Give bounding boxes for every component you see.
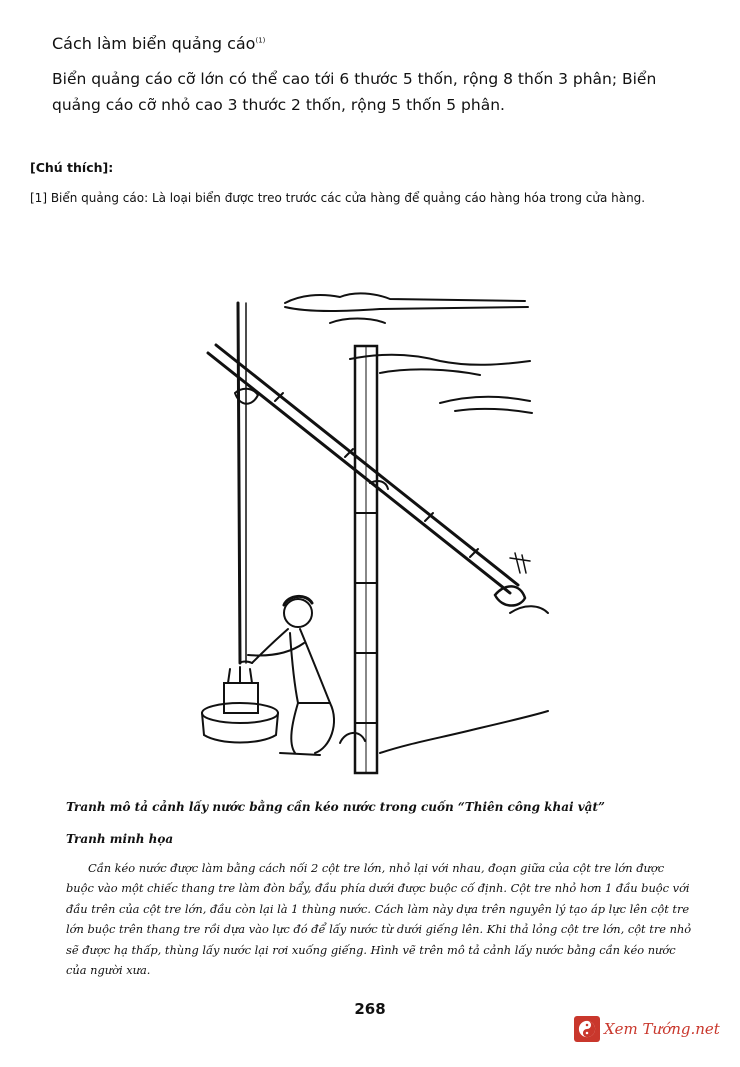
section-paragraph: Biển quảng cáo cỡ lớn có thể cao tới 6 thước 5 thốn, rộng 8 thốn 3 phân; Biển quảng cáo cỡ nhỏ cao 3 thước 2 thốn, rộng 5 thốn 5 phân. (52, 70, 657, 114)
explanation-text: Cần kéo nước được làm bằng cách nối 2 cột tre lớn, nhỏ lại với nhau, đoạn giữa của cột tre lớn được buộc vào một chiếc thang tre làm đòn bẩy, đầu phía dưới được buộc cố định. Cột tre nhỏ hơn 1 đầu buộc với đầu trên của cột tre lớn, đầu còn lại là 1 thùng nước. Cách làm này dựa trên nguyên lý tạo áp lực lên cột tre lớn buộc trên thang tre rồi dựa vào lực đó để lấy nước từ dưới giếng lên. Khi thả lỏng cột tre lớn, cột tre nhỏ sẽ được hạ thấp, thùng lấy nước lại rơi xuống giếng. Hình vẽ trên mô tả cảnh lấy nước bằng cần kéo nước của người xưa. (66, 861, 692, 978)
section-heading (52, 34, 265, 53)
note-item: [1] Biển quảng cáo: Là loại biển được treo trước các cửa hàng để quảng cáo hàng hóa trong cửa hàng. (30, 191, 646, 205)
watermark-text: Xem Tướng.net (604, 1020, 720, 1038)
notes-heading: [Chú thích]: (30, 160, 114, 175)
section-heading-text: Cách làm biển quảng cáo (52, 34, 256, 53)
yin-yang-icon (574, 1016, 600, 1042)
page-number: 268 (354, 1000, 386, 1018)
well-sweep-illustration (180, 283, 550, 787)
footnote-ref: (1) (255, 36, 266, 45)
watermark (574, 1016, 720, 1042)
figure-caption: Tranh mô tả cảnh lấy nước bằng cần kéo nước trong cuốn “Thiên công khai vật” (66, 800, 605, 814)
explanation-heading: Tranh minh họa (66, 832, 174, 846)
